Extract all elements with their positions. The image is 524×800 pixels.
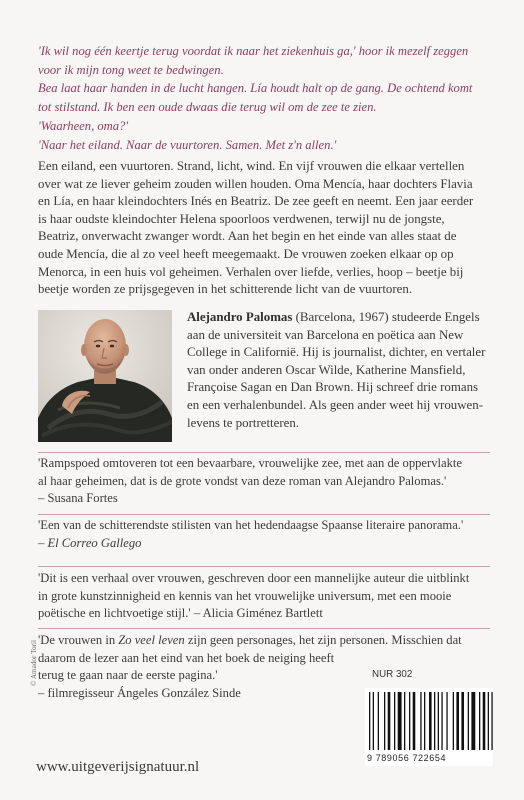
barcode-bar xyxy=(453,692,454,750)
isbn-number: 9 789056 722654 xyxy=(367,753,447,763)
bio-line: Françoise Sagan en Dan Brown. Hij schreef drie romans xyxy=(187,380,479,395)
barcode-bar xyxy=(429,692,432,750)
quote-line xyxy=(38,632,493,650)
barcode-bar xyxy=(488,692,489,750)
bio-line: College in Californië. Hij is journalist, dichter, en vertaler xyxy=(187,345,486,360)
barcode-bar xyxy=(420,692,421,750)
barcode-bar xyxy=(404,692,405,750)
quote-divider xyxy=(38,628,490,629)
barcode-bar xyxy=(461,692,464,750)
intro-line: 'Naar het eiland. Naar de vuurtoren. Samen. Met z'n allen.' xyxy=(38,137,337,152)
barcode-bar xyxy=(369,692,370,750)
description-line: Beatriz, onverwacht zwanger wordt. Aan het begin en het einde van alles staat de xyxy=(38,229,457,244)
author-name: Alejandro Palomas xyxy=(187,310,293,324)
book-description xyxy=(38,158,490,299)
barcode-bar xyxy=(409,692,410,750)
barcode-bar xyxy=(491,692,492,750)
barcode-bar xyxy=(394,692,395,750)
quote-source: – Alicia Giménez Bartlett xyxy=(193,606,323,620)
bio-line: en een verhalenbundel. Als geen ander weet hij vrouwen- xyxy=(187,397,484,412)
barcode-bars xyxy=(365,688,493,752)
description-line: is haar oudste kleindochter Helena spoorloos verdwenen, terwijl nu de jongste, xyxy=(38,211,445,226)
quote-line: 'Een van de schitterendste stilisten van het hedendaagse Spaanse literaire panorama.' xyxy=(38,518,464,532)
quote-text: 'De vrouwen in xyxy=(38,633,119,647)
barcode-bar xyxy=(434,692,435,750)
quote-source: – filmregisseur Ángeles González Sinde xyxy=(38,685,241,700)
description-line: beetje worden ze prijsgegeven in het schitterende licht van de vuurtoren. xyxy=(38,282,413,297)
intro-excerpt xyxy=(38,42,490,154)
quote-line: daarom de lezer aan het eind van het boek de neiging heeft xyxy=(38,650,335,665)
quote-divider xyxy=(38,514,490,515)
barcode-bar xyxy=(373,692,374,750)
intro-line: 'Waarheen, oma?' xyxy=(38,118,129,133)
author-bio xyxy=(187,309,492,432)
barcode-bar xyxy=(471,692,475,750)
quote-line: in grote kunstzinnigheid en kennis van het vrouwelijke universum, met een mooie xyxy=(38,588,452,603)
barcode-bar xyxy=(479,692,480,750)
barcode-bar xyxy=(456,692,459,750)
barcode-bar xyxy=(384,692,385,750)
photo-credit: © Amador Toril xyxy=(30,640,38,686)
quote-source: – Susana Fortes xyxy=(38,491,118,505)
quote-line: al haar geheimen, dat is de grote vondst van deze roman van Alejandro Palomas.' xyxy=(38,473,447,488)
quote-divider xyxy=(38,452,490,453)
author-portrait-image xyxy=(38,310,172,442)
bio-line: van onder anderen Oscar Wilde, Katherine Mansfield, xyxy=(187,362,466,377)
book-title: Zo veel leven xyxy=(118,633,185,647)
quote-text: zijn geen personages, het zijn personen. Misschien dat xyxy=(184,633,462,647)
barcode-bar xyxy=(424,692,425,750)
quote-line: terug te gaan naar de eerste pagina.' xyxy=(38,668,218,682)
barcode-bar xyxy=(378,692,379,750)
author-photo xyxy=(38,310,172,442)
barcode-bar xyxy=(468,692,469,750)
barcode-bar xyxy=(446,692,447,750)
nur-code: NUR 302 xyxy=(372,669,413,680)
barcode-bar xyxy=(483,692,486,750)
quote-divider xyxy=(38,566,490,567)
quote-line: 'Rampspoed omtoveren tot een bevaarbare, vrouwelijke zee, met aan de oppervlakte xyxy=(38,456,462,470)
bio-first-line-rest: (Barcelona, 1967) studeerde Engels xyxy=(292,310,480,324)
review-quote-2 xyxy=(38,517,493,552)
barcode-bar xyxy=(438,692,439,750)
review-quote-1 xyxy=(38,455,493,508)
barcode-bar xyxy=(441,692,442,750)
intro-line: Bea laat haar handen in de lucht hangen. Lía houdt halt op de gang. De ochtend komt xyxy=(38,81,473,96)
quote-line-with-source xyxy=(38,605,493,623)
bio-line: aan de universiteit van Barcelona en poëtica aan New xyxy=(187,327,464,342)
quote-source: – El Correo Gallego xyxy=(38,535,142,550)
barcode-bar xyxy=(413,692,416,750)
intro-line: voor ik mijn tong weet te bedwingen. xyxy=(38,62,224,77)
bio-first-line xyxy=(187,309,492,327)
intro-line: tot stilstand. Ik ben een oude dwaas die terug wil om de zee te zien. xyxy=(38,100,377,115)
intro-line: 'Ik wil nog één keertje terug voordat ik naar het ziekenhuis ga,' hoor ik mezelf zeggen xyxy=(38,44,469,58)
description-line: over wat ze liever geheim zouden willen houden. Oma Mencía, haar dochters Flavia xyxy=(38,176,473,191)
quote-line: 'Dit is een verhaal over vrouwen, geschreven door een mannelijke auteur die uitblinkt xyxy=(38,571,470,585)
quote-line: poëtische en lichtvoetige stijl.' xyxy=(38,606,194,620)
publisher-website[interactable]: www.uitgeverijsignatuur.nl xyxy=(36,759,200,775)
barcode-bar xyxy=(388,692,391,750)
description-line: oude Mencía, die al zo veel heeft meegemaakt. De vrouwen zoeken elkaar op op xyxy=(38,246,454,261)
description-line: en Lía, en haar kleindochters Inés en Beatriz. De zee geeft en neemt. Een jaar eerder xyxy=(38,194,474,209)
description-line: Menorca, in een huis vol geheimen. Verhalen over liefde, verlies, hoop – beetje bij xyxy=(38,264,464,279)
photo-credit-wrap xyxy=(20,310,38,686)
description-line: Een eiland, een vuurtoren. Strand, licht, wind. En vijf vrouwen die elkaar vertellen xyxy=(38,159,465,173)
review-quote-3 xyxy=(38,570,493,623)
barcode-bar xyxy=(398,692,402,750)
bio-line: levens te portretteren. xyxy=(187,415,300,430)
